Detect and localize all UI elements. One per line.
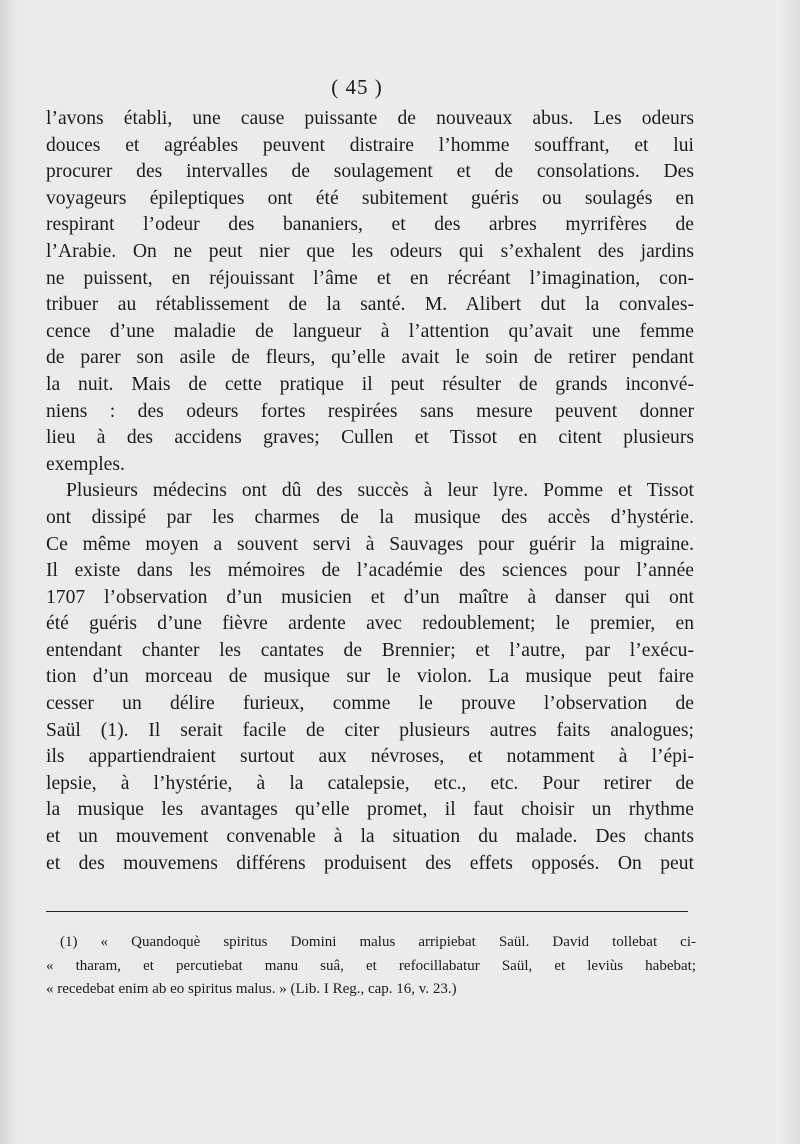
- body-line: cesser un délire furieux, comme le prouve l’observation de: [46, 693, 694, 715]
- body-line: ils appartiendraient surtout aux névroses, et notamment à l’épi-: [46, 746, 694, 768]
- body-line: ne puissent, en réjouissant l’âme et en récréant l’imagination, con-: [46, 267, 694, 289]
- body-line: lieu à des accidens graves; Cullen et Tissot en citent plusieurs: [46, 427, 694, 449]
- footnote-line: (1) « Quandoquè spiritus Domini malus arripiebat Saül. David tollebat ci-: [60, 934, 696, 950]
- body-line: la nuit. Mais de cette pratique il peut résulter de grands inconvé-: [46, 373, 694, 395]
- body-line: voyageurs épileptiques ont été subitement guéris ou soulagés en: [46, 187, 694, 209]
- body-line: tribuer au rétablissement de la santé. M. Alibert dut la convales-: [46, 294, 694, 316]
- body-line: l’avons établi, une cause puissante de nouveaux abus. Les odeurs: [46, 108, 694, 129]
- footnotes: [46, 931, 696, 1002]
- footnote-divider: [46, 911, 688, 912]
- body-line: respirant l’odeur des bananiers, et des arbres myrrifères de: [46, 214, 694, 236]
- body-line: Plusieurs médecins ont dû des succès à leur lyre. Pomme et Tissot: [66, 480, 694, 502]
- body-line: la musique les avantages qu’elle promet, il faut choisir un rhythme: [46, 799, 694, 821]
- body-line: entendant chanter les cantates de Brennier; et l’autre, par l’exécu-: [46, 639, 694, 661]
- body-line: tion d’un morceau de musique sur le violon. La musique peut faire: [46, 666, 694, 688]
- body-line: niens : des odeurs fortes respirées sans mesure peuvent donner: [46, 400, 694, 422]
- page-number: ( 45 ): [331, 75, 383, 99]
- body-line: de parer son asile de fleurs, qu’elle avait le soin de retirer pendant: [46, 347, 694, 369]
- body-line: lepsie, à l’hystérie, à la catalepsie, etc., etc. Pour retirer de: [46, 772, 694, 794]
- body-line: 1707 l’observation d’un musicien et d’un maître à danser qui ont: [46, 586, 694, 608]
- body-line: cence d’une maladie de langueur à l’attention qu’avait une femme: [46, 320, 694, 342]
- body-line: Il existe dans les mémoires de l’académie des sciences pour l’année: [46, 560, 694, 582]
- body-line: procurer des intervalles de soulagement et de consolations. Des: [46, 161, 694, 183]
- body-line: l’Arabie. On ne peut nier que les odeurs qui s’exhalent des jardins: [46, 240, 694, 262]
- body-line: Saül (1). Il serait facile de citer plusieurs autres faits analogues;: [46, 719, 694, 741]
- body-line: et des mouvemens différens produisent des effets opposés. On peut: [46, 852, 694, 874]
- body-text: [46, 106, 694, 877]
- body-line: ont dissipé par les charmes de la musique des accès d’hystérie.: [46, 506, 694, 528]
- body-line: douces et agréables peuvent distraire l’homme souffrant, et lui: [46, 134, 694, 156]
- body-line: et un mouvement convenable à la situation du malade. Des chants: [46, 826, 694, 848]
- footnote-line: « recedebat enim ab eo spiritus malus. » (Lib. I Reg., cap. 16, v. 23.): [46, 981, 457, 997]
- body-line: Ce même moyen a souvent servi à Sauvages pour guérir la migraine.: [46, 533, 694, 555]
- body-line: été guéris d’une fièvre ardente avec redoublement; le premier, en: [46, 613, 694, 635]
- body-line: exemples.: [46, 453, 125, 475]
- footnote-line: « tharam, et percutiebat manu suâ, et refocillabatur Saül, et leviùs habebat;: [46, 957, 696, 974]
